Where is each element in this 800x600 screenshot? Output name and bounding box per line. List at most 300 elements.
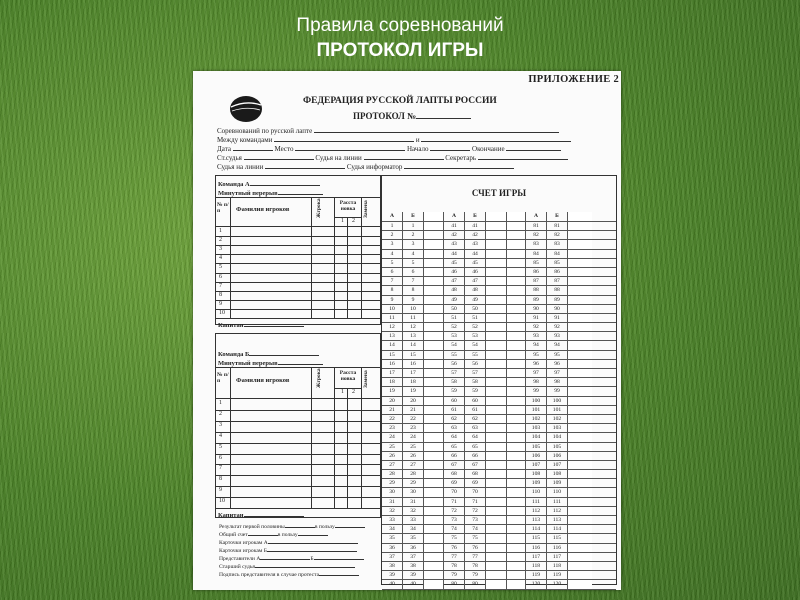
- score-cell: 39: [382, 571, 403, 579]
- score-cell: 47: [465, 277, 486, 285]
- score-cell: 91: [547, 314, 568, 322]
- score-gap: [424, 415, 444, 423]
- score-cell: 71: [465, 498, 486, 506]
- score-cell: 84: [547, 250, 568, 258]
- score-row: [382, 553, 616, 562]
- score-row: [382, 341, 616, 350]
- score-gap: [424, 351, 444, 359]
- score-cell: 56: [444, 360, 465, 368]
- score-cell: 74: [465, 525, 486, 533]
- appendix-label: ПРИЛОЖЕНИЕ 2: [528, 74, 619, 85]
- score-gap: [486, 378, 507, 386]
- score-cell: 91: [526, 314, 547, 322]
- score-cell: 11: [403, 314, 424, 322]
- player-row-number: 8: [219, 476, 222, 483]
- score-gap: [568, 314, 592, 322]
- score-gap: [486, 553, 507, 561]
- score-cell: 45: [444, 259, 465, 267]
- score-gap: [568, 323, 592, 331]
- score-cell: 98: [547, 378, 568, 386]
- score-header: Б: [403, 212, 424, 221]
- score-cell: 13: [382, 332, 403, 340]
- score-gap: [568, 580, 592, 588]
- score-cell: 53: [465, 332, 486, 340]
- score-gap: [424, 461, 444, 469]
- chief-judge-label: Ст.судья: [217, 154, 242, 162]
- score-cell: 116: [526, 544, 547, 552]
- score-gap: [507, 378, 526, 386]
- score-gap: [486, 286, 507, 294]
- score-cell: 48: [465, 286, 486, 294]
- score-gap: [568, 488, 592, 496]
- score-gap: [568, 286, 592, 294]
- score-cell: 38: [403, 562, 424, 570]
- score-cell: 29: [382, 479, 403, 487]
- score-gap: [507, 406, 526, 414]
- score-cell: 1: [382, 222, 403, 230]
- player-row-number: 5: [219, 264, 222, 271]
- score-gap: [568, 378, 592, 386]
- score-gap: [507, 286, 526, 294]
- score-cell: 75: [465, 534, 486, 542]
- score-cell: 95: [547, 351, 568, 359]
- score-cell: 30: [382, 488, 403, 496]
- score-cell: 81: [526, 222, 547, 230]
- score-cell: 119: [547, 571, 568, 579]
- score-cell: 71: [444, 498, 465, 506]
- score-cell: 20: [403, 397, 424, 405]
- score-cell: 108: [547, 470, 568, 478]
- score-gap: [486, 461, 507, 469]
- score-cell: 57: [444, 369, 465, 377]
- score-cell: 92: [526, 323, 547, 331]
- score-gap: [424, 378, 444, 386]
- score-cell: 12: [382, 323, 403, 331]
- score-cell: 29: [403, 479, 424, 487]
- score-cell: 6: [403, 268, 424, 276]
- score-gap: [568, 443, 592, 451]
- score-cell: 110: [547, 488, 568, 496]
- score-gap: [507, 488, 526, 496]
- score-cell: 62: [465, 415, 486, 423]
- team-b-sub2: 2: [352, 389, 355, 395]
- score-cell: 67: [444, 461, 465, 469]
- score-gap: [507, 397, 526, 405]
- score-cell: 87: [526, 277, 547, 285]
- score-cell: 19: [382, 387, 403, 395]
- team-a-col-name: Фамилия игроков: [236, 206, 290, 213]
- score-cell: 24: [403, 433, 424, 441]
- score-cell: 23: [382, 424, 403, 432]
- score-gap: [424, 231, 444, 239]
- score-gap: [507, 268, 526, 276]
- score-cell: 61: [465, 406, 486, 414]
- team-b-col-num: № п/п: [217, 372, 229, 384]
- score-gap: [507, 212, 526, 221]
- player-row-number: 1: [219, 228, 222, 234]
- score-gap: [424, 580, 444, 588]
- line-judge2-label: Судья на линии: [217, 163, 264, 171]
- score-gap: [507, 525, 526, 533]
- score-cell: 34: [403, 525, 424, 533]
- score-cell: 10: [382, 305, 403, 313]
- score-cell: 86: [547, 268, 568, 276]
- score-cell: 120: [526, 580, 547, 588]
- score-cell: 21: [382, 406, 403, 414]
- score-gap: [486, 452, 507, 460]
- score-gap: [424, 250, 444, 258]
- score-header-row: [382, 212, 616, 222]
- score-cell: 33: [403, 516, 424, 524]
- score-gap: [507, 553, 526, 561]
- score-cell: 4: [382, 250, 403, 258]
- score-gap: [568, 534, 592, 542]
- score-gap: [568, 479, 592, 487]
- score-cell: 93: [547, 332, 568, 340]
- score-gap: [507, 277, 526, 285]
- score-cell: 28: [382, 470, 403, 478]
- score-cell: 50: [444, 305, 465, 313]
- score-cell: 103: [526, 424, 547, 432]
- score-cell: 42: [465, 231, 486, 239]
- between-label: Между командами: [217, 136, 273, 144]
- score-header: А: [526, 212, 547, 221]
- score-cell: 15: [403, 351, 424, 359]
- score-cell: 96: [526, 360, 547, 368]
- player-row-number: 3: [219, 421, 222, 428]
- score-row: [382, 488, 616, 497]
- player-row-number: 7: [219, 282, 222, 289]
- score-row: [382, 314, 616, 323]
- score-cell: 23: [403, 424, 424, 432]
- score-cell: 95: [526, 351, 547, 359]
- score-gap: [568, 231, 592, 239]
- protocol-title: [353, 111, 471, 121]
- score-cell: 85: [547, 259, 568, 267]
- score-cell: 53: [444, 332, 465, 340]
- score-row: [382, 259, 616, 268]
- score-gap: [507, 415, 526, 423]
- score-cell: 28: [403, 470, 424, 478]
- score-gap: [507, 580, 526, 588]
- score-cell: 80: [465, 580, 486, 588]
- score-cell: 105: [526, 443, 547, 451]
- score-gap: [568, 406, 592, 414]
- score-cell: 75: [444, 534, 465, 542]
- score-gap: [486, 212, 507, 221]
- player-row-number: 5: [219, 443, 222, 450]
- score-row: [382, 240, 616, 249]
- score-gap: [486, 525, 507, 533]
- score-gap: [507, 562, 526, 570]
- score-row: [382, 387, 616, 396]
- score-cell: 46: [465, 268, 486, 276]
- score-gap: [424, 286, 444, 294]
- score-cell: 58: [444, 378, 465, 386]
- score-cell: 7: [403, 277, 424, 285]
- score-cell: 59: [465, 387, 486, 395]
- score-cell: 5: [382, 259, 403, 267]
- score-cell: 106: [547, 452, 568, 460]
- score-cell: 40: [403, 580, 424, 588]
- team-b-label: Команда Б: [218, 348, 319, 358]
- score-cell: 117: [547, 553, 568, 561]
- score-cell: 106: [526, 452, 547, 460]
- score-cell: 107: [547, 461, 568, 469]
- score-cell: 74: [444, 525, 465, 533]
- score-gap: [424, 507, 444, 515]
- score-gap: [568, 222, 592, 230]
- score-gap: [507, 360, 526, 368]
- score-cell: 14: [403, 341, 424, 349]
- score-cell: 54: [444, 341, 465, 349]
- score-gap: [568, 544, 592, 552]
- score-cell: 101: [526, 406, 547, 414]
- score-gap: [568, 268, 592, 276]
- score-row: [382, 580, 616, 589]
- score-row: [382, 534, 616, 543]
- score-cell: 65: [465, 443, 486, 451]
- score-cell: 76: [465, 544, 486, 552]
- score-cell: 93: [526, 332, 547, 340]
- score-gap: [424, 424, 444, 432]
- score-cell: 36: [382, 544, 403, 552]
- score-gap: [568, 259, 592, 267]
- score-gap: [507, 571, 526, 579]
- score-gap: [424, 341, 444, 349]
- score-cell: 82: [526, 231, 547, 239]
- score-gap: [568, 360, 592, 368]
- score-header: А: [382, 212, 403, 221]
- score-cell: 111: [526, 498, 547, 506]
- score-gap: [507, 240, 526, 248]
- score-cell: 45: [465, 259, 486, 267]
- score-cell: 78: [465, 562, 486, 570]
- score-gap: [507, 433, 526, 441]
- score-cell: 79: [444, 571, 465, 579]
- info-judge-label: Судья информатор: [346, 163, 403, 171]
- score-gap: [424, 305, 444, 313]
- federation-name: ФЕДЕРАЦИЯ РУССКОЙ ЛАПТЫ РОССИИ: [303, 96, 497, 106]
- score-cell: 69: [465, 479, 486, 487]
- score-cell: 27: [382, 461, 403, 469]
- score-cell: 31: [382, 498, 403, 506]
- score-cell: 68: [465, 470, 486, 478]
- score-gap: [486, 571, 507, 579]
- score-cell: 8: [382, 286, 403, 294]
- score-gap: [486, 507, 507, 515]
- score-cell: 52: [465, 323, 486, 331]
- score-cell: 69: [444, 479, 465, 487]
- score-gap: [424, 222, 444, 230]
- score-cell: 34: [382, 525, 403, 533]
- score-gap: [424, 323, 444, 331]
- score-cell: 68: [444, 470, 465, 478]
- score-gap: [424, 452, 444, 460]
- score-gap: [486, 443, 507, 451]
- score-gap: [486, 323, 507, 331]
- score-row: [382, 406, 616, 415]
- score-gap: [507, 534, 526, 542]
- score-gap: [507, 250, 526, 258]
- score-gap: [568, 240, 592, 248]
- score-gap: [486, 360, 507, 368]
- score-gap: [568, 250, 592, 258]
- score-gap: [507, 470, 526, 478]
- score-cell: 100: [526, 397, 547, 405]
- score-cell: 31: [403, 498, 424, 506]
- team-b-sub1: 1: [341, 389, 344, 395]
- score-gap: [486, 406, 507, 414]
- score-cell: 58: [465, 378, 486, 386]
- score-gap: [568, 461, 592, 469]
- score-cell: 97: [547, 369, 568, 377]
- score-cell: 84: [526, 250, 547, 258]
- game-protocol-document: [193, 71, 621, 590]
- score-cell: 100: [547, 397, 568, 405]
- score-header: Б: [465, 212, 486, 221]
- score-gap: [568, 553, 592, 561]
- score-cell: 79: [465, 571, 486, 579]
- score-cell: 82: [547, 231, 568, 239]
- team-a-sub2: 2: [352, 218, 355, 224]
- team-a-break: Минутный перерыв: [218, 187, 323, 197]
- score-row: [382, 231, 616, 240]
- judges-line2: [217, 161, 514, 171]
- score-gap: [507, 498, 526, 506]
- score-cell: 22: [403, 415, 424, 423]
- score-cell: 44: [444, 250, 465, 258]
- team-b-table: [215, 333, 381, 518]
- score-gap: [486, 351, 507, 359]
- score-cell: 80: [444, 580, 465, 588]
- player-row-number: 4: [219, 432, 222, 439]
- score-cell: 70: [465, 488, 486, 496]
- score-cell: 120: [547, 580, 568, 588]
- score-gap: [486, 332, 507, 340]
- score-cell: 85: [526, 259, 547, 267]
- score-cell: 77: [444, 553, 465, 561]
- score-cell: 44: [465, 250, 486, 258]
- score-gap: [486, 259, 507, 267]
- score-gap: [568, 415, 592, 423]
- score-cell: 27: [403, 461, 424, 469]
- score-row: [382, 443, 616, 452]
- team-b-col-play: Жгрока: [316, 368, 322, 388]
- score-cell: 60: [465, 397, 486, 405]
- score-cell: 113: [547, 516, 568, 524]
- score-cell: 16: [403, 360, 424, 368]
- score-cell: 108: [526, 470, 547, 478]
- score-row: [382, 351, 616, 360]
- score-gap: [486, 222, 507, 230]
- score-cell: 51: [444, 314, 465, 322]
- score-grid: [382, 212, 616, 590]
- score-cell: 47: [444, 277, 465, 285]
- and-label: и: [415, 136, 420, 144]
- protocol-label: ПРОТОКОЛ №: [353, 111, 417, 121]
- score-cell: 104: [547, 433, 568, 441]
- score-gap: [568, 212, 592, 221]
- score-cell: 104: [526, 433, 547, 441]
- score-gap: [486, 470, 507, 478]
- score-sheet: [381, 175, 617, 588]
- score-gap: [424, 488, 444, 496]
- score-cell: 66: [444, 452, 465, 460]
- score-cell: 22: [382, 415, 403, 423]
- score-cell: 26: [382, 452, 403, 460]
- score-cell: 89: [526, 296, 547, 304]
- score-gap: [486, 277, 507, 285]
- score-row: [382, 369, 616, 378]
- score-row: [382, 452, 616, 461]
- score-row: [382, 323, 616, 332]
- score-cell: 76: [444, 544, 465, 552]
- score-gap: [568, 387, 592, 395]
- score-cell: 50: [465, 305, 486, 313]
- score-gap: [568, 525, 592, 533]
- score-row: [382, 424, 616, 433]
- score-gap: [424, 397, 444, 405]
- score-cell: 101: [547, 406, 568, 414]
- score-cell: 83: [526, 240, 547, 248]
- score-cell: 55: [465, 351, 486, 359]
- score-gap: [424, 553, 444, 561]
- score-gap: [486, 562, 507, 570]
- date-label: Дата: [217, 145, 231, 153]
- score-gap: [486, 231, 507, 239]
- score-row: [382, 378, 616, 387]
- score-row: [382, 286, 616, 295]
- score-row: [382, 296, 616, 305]
- footer-total: Общий счет в пользу: [219, 528, 328, 538]
- score-gap: [486, 314, 507, 322]
- score-row: [382, 277, 616, 286]
- score-gap: [486, 516, 507, 524]
- score-cell: 42: [444, 231, 465, 239]
- score-cell: 1: [403, 222, 424, 230]
- score-cell: 37: [382, 553, 403, 561]
- score-cell: 109: [547, 479, 568, 487]
- score-gap: [568, 341, 592, 349]
- score-gap: [486, 544, 507, 552]
- score-cell: 35: [382, 534, 403, 542]
- score-cell: 64: [444, 433, 465, 441]
- score-cell: 97: [526, 369, 547, 377]
- score-gap: [568, 516, 592, 524]
- score-cell: 109: [526, 479, 547, 487]
- score-cell: 111: [547, 498, 568, 506]
- score-cell: 107: [526, 461, 547, 469]
- team-a-col-removal: Расста новка: [339, 200, 357, 212]
- player-row-number: 8: [219, 291, 222, 298]
- score-cell: 13: [403, 332, 424, 340]
- competition-label: Соревнований по русской лапте: [217, 127, 313, 135]
- score-gap: [507, 259, 526, 267]
- score-gap: [486, 415, 507, 423]
- secretary-label: Секретарь: [445, 154, 477, 162]
- score-gap: [486, 240, 507, 248]
- score-gap: [424, 534, 444, 542]
- score-cell: 30: [403, 488, 424, 496]
- score-cell: 72: [465, 507, 486, 515]
- score-cell: 16: [382, 360, 403, 368]
- score-gap: [568, 452, 592, 460]
- score-title: СЧЕТ ИГРЫ: [471, 188, 527, 198]
- footer-chief-sign: Старший судья: [219, 560, 355, 570]
- score-cell: 46: [444, 268, 465, 276]
- score-gap: [568, 507, 592, 515]
